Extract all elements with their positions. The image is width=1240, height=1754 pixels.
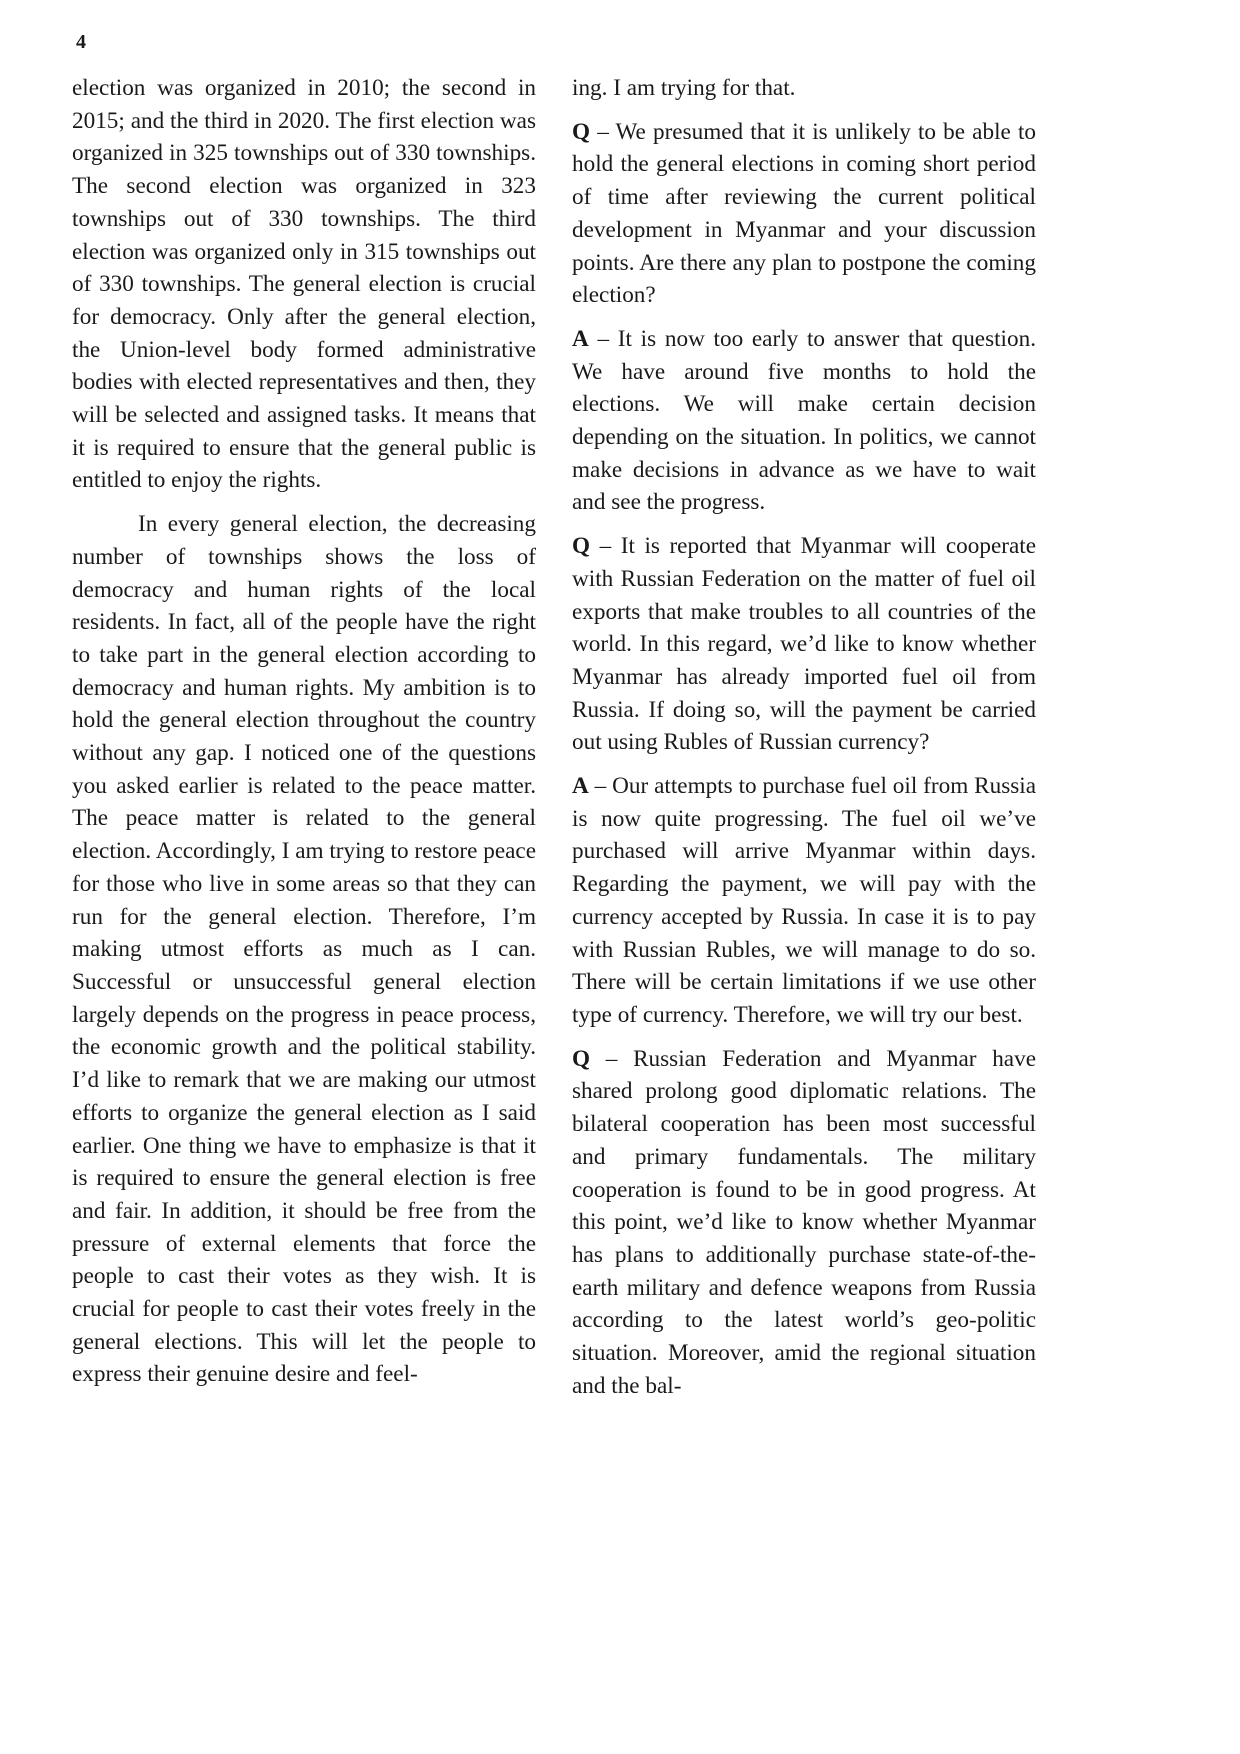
answer-paragraph — [572, 323, 1036, 519]
page-number: 4 — [76, 31, 86, 53]
right-column — [572, 72, 1036, 1402]
answer-text: – Our attempts to purchase fuel oil from Russia is now quite progressing. The fuel oil we’ve purchased will arrive Myanmar within days. Regarding the payment, we will pay with the currency accepted by Russia. In case it is to pay with Russian Rubles, we will manage to do so. There will be certain limitations if we use other type of currency. Therefore, we will try our best. — [572, 773, 1036, 1028]
question-paragraph — [572, 530, 1036, 759]
question-label: Q — [572, 533, 591, 560]
answer-text: – It is now too early to answer that question. We have around five months to hold the elections. We will make certain decision depending on the situation. In politics, we cannot make decisions in advance as we have to wait and see the progress. — [572, 325, 1036, 516]
question-label: Q — [572, 1045, 591, 1072]
answer-label: A — [572, 325, 589, 352]
question-paragraph — [572, 1043, 1036, 1403]
answer-label: A — [572, 773, 589, 800]
body-paragraph: In every general election, the decreasing number of townships shows the loss of democracy and human rights of the local residents. In fact, all of the people have the right to take part in the general election according to democracy and human rights. My ambition is to hold the general election throughout the country without any gap. I noticed one of the questions you asked earlier is related to the peace matter. The peace matter is related to the general election. Accordingly, I am trying to restore peace for those who live in some areas so that they can run for the general election. Therefore, I’m making utmost efforts as much as I can. Successful or unsuccessful general election largely depends on the progress in peace process, the economic growth and the political stability. I’d like to remark that we are making our utmost efforts to organize the general election as I said earlier. One thing we have to emphasize is that it is required to ensure the general election is free and fair. In addition, it should be free from the pressure of external elements that force the people to cast their votes as they wish. It is crucial for people to cast their votes freely in the general elections. This will let the people to express their genuine desire and feel- — [72, 511, 536, 1388]
question-text: – It is reported that Myanmar will cooperate with Russian Federation on the matter of fuel oil exports that make troubles to all countries of the world. In this regard, we’d like to know whether Myanmar has already imported fuel oil from Russia. If doing so, will the payment be carried out using Rubles of Russian currency? — [572, 533, 1036, 756]
body-paragraph: election was organized in 2010; the second in 2015; and the third in 2020. The first election was organized in 325 townships out of 330 townships. The second election was organized in 323 townships out of 330 townships. The third election was organized only in 315 townships out of 330 townships. The general election is crucial for democracy. Only after the general election, the Union-level body formed administrative bodies with elected representatives and then, they will be selected and assigned tasks. It means that it is required to ensure that the general public is entitled to enjoy the rights. — [72, 75, 536, 494]
question-text: – Russian Federation and Myanmar have shared prolong good diplomatic relations. The bilateral cooperation has been most successful and primary fundamentals. The military cooperation is found to be in good progress. At this point, we’d like to know whether Myanmar has plans to additionally purchase state-of-the-earth military and defence weapons from Russia according to the latest world’s geo-politic situation. Moreover, amid the regional situation and the bal- — [572, 1045, 1036, 1399]
left-column — [72, 72, 536, 1391]
question-paragraph — [572, 116, 1036, 312]
continuation-paragraph: ing. I am trying for that. — [572, 75, 796, 101]
question-text: – We presumed that it is unlikely to be able to hold the general elections in coming short period of time after reviewing the current political development in Myanmar and your discussion points. Are there any plan to postpone the coming election? — [572, 118, 1036, 309]
answer-paragraph — [572, 770, 1036, 1032]
question-label: Q — [572, 118, 591, 145]
